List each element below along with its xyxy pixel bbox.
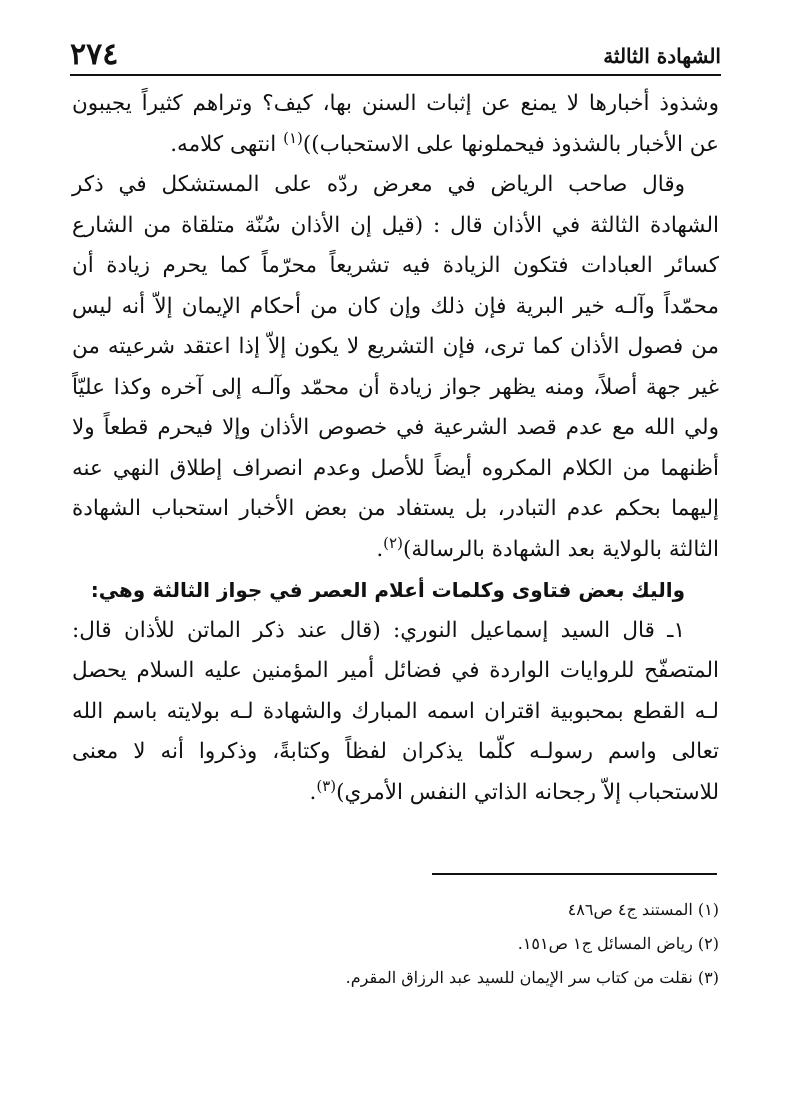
footnote-2: (٢) رياض المسائل ج١ ص١٥١.	[517, 934, 719, 953]
header-rule	[70, 74, 721, 76]
page-number: ٢٧٤	[70, 37, 119, 72]
footnotes	[72, 893, 719, 995]
list-item-1	[72, 611, 719, 814]
main-text	[72, 84, 719, 813]
section-subheading: واليك بعض فتاوى وكلمات أعلام العصر في جواز الثالثة وهي:	[90, 578, 685, 602]
footnote-ref-2: (٢)	[383, 533, 403, 552]
paragraph-1-text: وشذوذ أخبارها لا يمنع عن إثبات السنن بها، كيف؟ وتراهم كثيراً يجيبون عن الأخبار بالشذوذ فيحملونها على الاستحباب))	[72, 91, 719, 157]
footnote-ref-3: (٣)	[316, 776, 337, 795]
list-item-1-tail: .	[309, 779, 317, 805]
footnote-1: (١) المستند ج٤ ص٤٨٦	[567, 900, 719, 919]
list-item-1-text: ١ـ قال السيد إسماعيل النوري: (قال عند ذكر الماتن للأذان قال: المتصفّح للروايات الواردة في فضائل أمير المؤمنين عليه السلام يحصل لـه القطع بمحبوبية اقتران اسمه المبارك والشهادة لـه بولايته باسم الله تعالى واسم رسولـه كلّما يذكران لفظاً وكتابةً، وذكروا أنه لا معنى للاستحباب إلاّ رجحانه الذاتي النفس الأمري)	[72, 617, 719, 805]
footnote-ref-1: (١)	[283, 128, 303, 147]
paragraph-2-text: وقال صاحب الرياض في معرض ردّه على المستشكل في ذكر الشهادة الثالثة في الأذان قال : (قيل إن الأذان سُنّة متلقاة من الشارع كسائر العبادات فتكون الزيادة فيه تشريعاً محرّماً كما يحرم زيادة أن محمّداً وآلـه خير البرية فإن ذلك وإن كان من أحكام الإيمان إلاّ أنه ليس من فصول الأذان كما ترى، فإن التشريع لا يكون إلاّ إذا اعتقد شرعيته من غير جهة أصلاً، ومنه يظهر جواز زيادة أن محمّد وآلـه إلى آخره وكذا عليّاً ولي الله مع عدم قصد الشرعية في خصوص الأذان وإلا فيحرم قطعاً ولا أظنهما من الكلام المكروه أيضاً للأصل وعدم انصراف إطلاق النهي عنه إليهما بحكم عدم التبادر، بل يستفاد من بعض الأخبار استحباب الشهادة الثالثة بالولاية بعد الشهادة بالرسالة)	[72, 172, 719, 562]
paragraph-1-tail: انتهى كلامه.	[170, 131, 284, 157]
paragraph-2	[72, 165, 719, 570]
paragraph-1	[72, 84, 719, 165]
page-header	[70, 26, 721, 70]
footnote-3: (٣) نقلت من كتاب سر الإيمان للسيد عبد الرزاق المقرم.	[345, 968, 719, 987]
footnote-separator	[432, 873, 717, 875]
paragraph-2-tail: .	[376, 536, 384, 562]
running-title: الشهادة الثالثة	[603, 44, 721, 68]
